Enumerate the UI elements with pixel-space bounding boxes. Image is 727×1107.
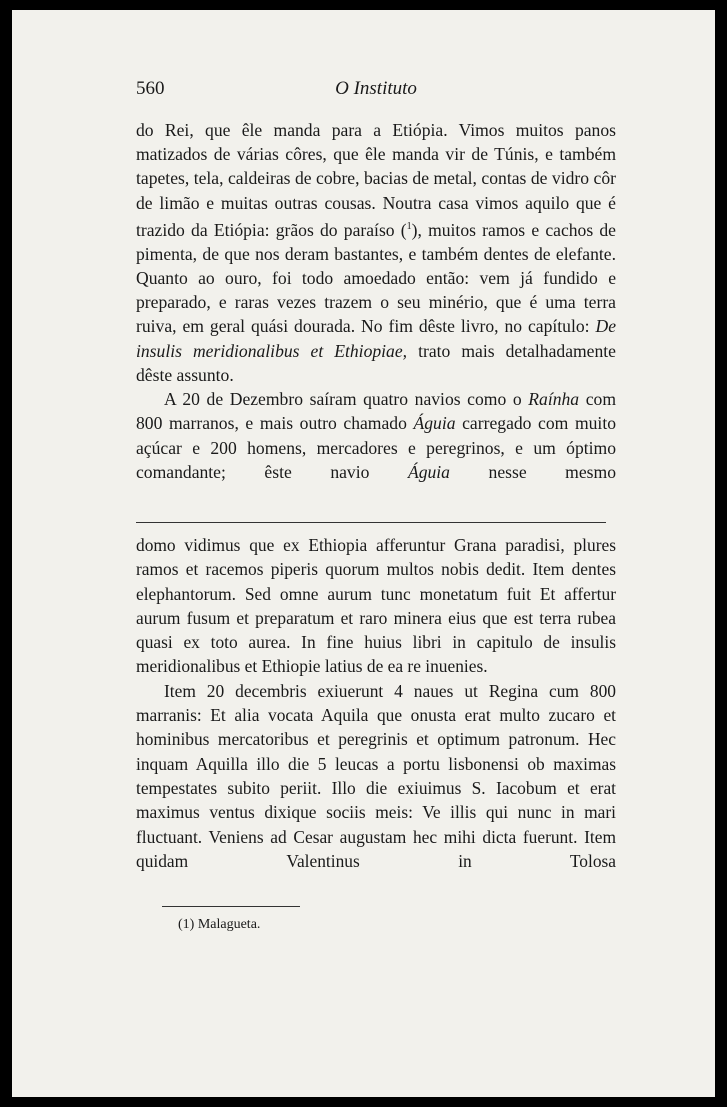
footnote-divider [162, 906, 300, 907]
footnote [178, 917, 260, 933]
section-divider [136, 522, 606, 523]
footnote-text: Malagueta. [197, 917, 261, 932]
footnote-ref: 1 [406, 220, 412, 232]
italic-title: De insulis meridionalibus et Ethiopiae, [136, 316, 616, 361]
ship-name: Águia [407, 461, 450, 482]
paragraph: domo vidimus que ex Ethiopia afferuntur Grana paradisi, plures ramos et racemos piperis quorum multos nobis dedit. Item dentes elephantorum. Sed omne aurum tunc monetatum fuit Et affertur aurum fusum et preparatum et raro minera eius que est terra rubea quasi ex toto aurea. In fine huius libri in capitulo de insulis meridionalibus et Ethiopie latius de ea re inuenies. [136, 535, 616, 677]
portuguese-translation [136, 118, 616, 484]
page-number: 560 [136, 78, 165, 99]
latin-original [136, 533, 616, 873]
page-header [136, 78, 616, 104]
paragraph: do Rei, que êle manda para a Etiópia. Vimos muitos panos matizados de várias côres, que êle manda vir de Túnis, e também tapetes, tela, caldeiras de cobre, bacias de metal, contas de vidro côr de limão e muitas outras cousas. Noutra casa vimos aquilo que é trazido da Etiópia: grãos do paraíso ($^1$), muitos ramos e cachos de pimenta, de que nos deram bastantes, e também dentes de elefante. Quanto ao ouro, foi todo amoedado então: vem já fundido e preparado, e raras vezes trazem o seu minério, que é uma terra ruiva, em geral quási dourada. No fim dêste livro, no capítulo: De insulis meridionalibus et Ethiopiae, trato mais detalhadamente dêste assunto. [136, 120, 616, 385]
paragraph: Item 20 decembris exiuerunt 4 naues ut Regina cum 800 marranis: Et alia vocata Aquila que onusta erat multo zucaro et hominibus mercatoribus et peregrinis et optimum patronum. Hec inquam Aquilla illo die 5 leucas a portu lisbonensi ob maximas tempestates subito periit. Illo die exiuimus S. Iacobum et erat maximus ventus dixique sociis meis: Ve illis qui nunc in mari fluctuant. Veniens ad Cesar augustam hec mihi dicta fuerunt. Item quidam Valentinus in Tolosa [136, 680, 616, 871]
ship-name: Águia [413, 413, 456, 434]
paragraph: A 20 de Dezembro saíram quatro navios como o Raínha com 800 marranos, e mais outro chamado Águia carregado com muito açúcar e 200 homens, mercadores e peregrinos, e um óptimo comandante; êste navio Águia nesse mesmo [136, 389, 617, 482]
running-title: O Instituto [335, 78, 417, 99]
ship-name: Raínha [528, 389, 580, 410]
footnote-marker: (1) [178, 917, 195, 932]
